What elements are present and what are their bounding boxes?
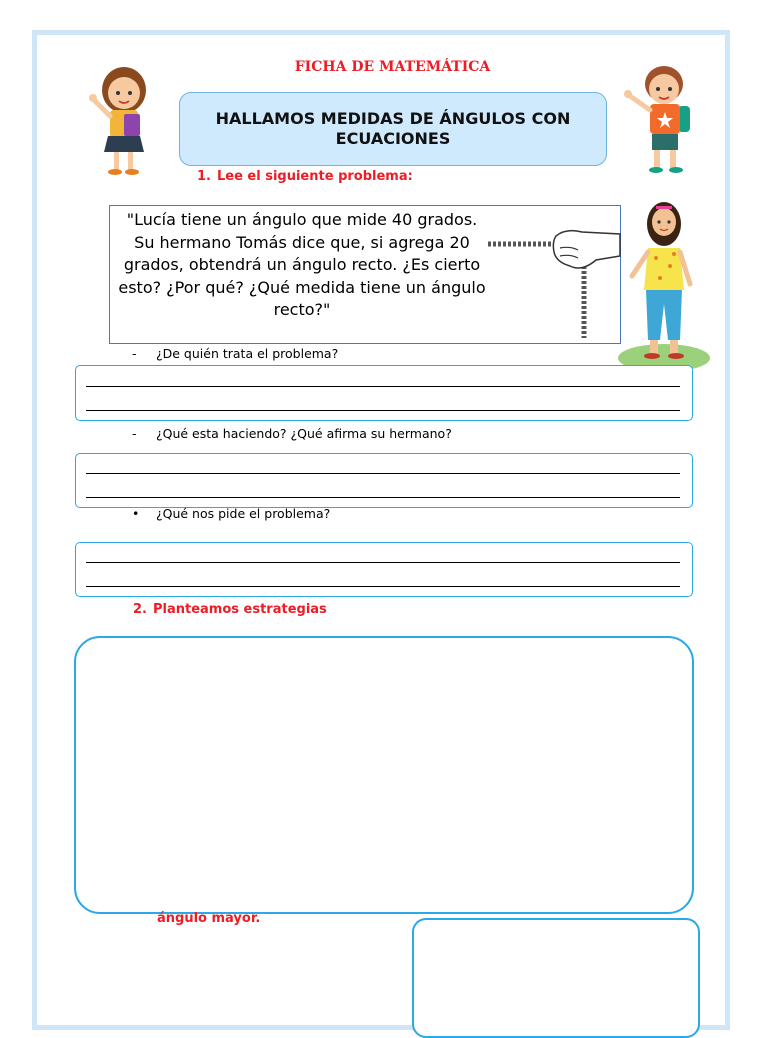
bottom-answer-box[interactable] <box>412 918 700 1038</box>
problem-text: "Lucía tiene un ángulo que mide 40 grados. Su hermano Tomás dice que, si agrega 20 grados, obtendrá un ángulo recto. ¿Es cierto esto? ¿Por qué? ¿Qué medida tiene un ángulo recto?" <box>118 210 486 319</box>
answer-line <box>86 410 680 411</box>
girl-standing-icon <box>614 196 714 380</box>
answer-box-2[interactable] <box>75 453 693 508</box>
boy-with-backpack-icon <box>620 58 696 178</box>
question-3-bullet: • <box>132 506 140 521</box>
answer-line <box>86 497 680 498</box>
answer-box-3[interactable] <box>75 542 693 597</box>
section-2-title: Planteamos estrategias <box>152 602 327 617</box>
question-2-text: ¿Qué esta haciendo? ¿Qué afirma su hermano? <box>156 426 452 441</box>
question-3 <box>132 506 330 521</box>
answer-line <box>86 562 680 563</box>
hand-holding-rope-icon <box>486 226 622 342</box>
question-2 <box>132 426 452 441</box>
page-title: HALLAMOS MEDIDAS DE ÁNGULOS CON ECUACIONES <box>179 92 607 166</box>
section-2-heading <box>133 602 327 617</box>
section-1-number: 1. <box>197 169 211 184</box>
girl-with-book-icon <box>86 60 158 178</box>
question-1-bullet: - <box>132 346 137 361</box>
partial-text: ángulo mayor. <box>157 911 261 926</box>
answer-box-1[interactable] <box>75 365 693 421</box>
question-3-text: ¿Qué nos pide el problema? <box>156 506 331 521</box>
question-2-bullet: - <box>132 426 137 441</box>
question-1-text: ¿De quién trata el problema? <box>156 346 339 361</box>
worksheet-header: FICHA DE MATEMÁTICA <box>294 59 491 75</box>
answer-line <box>86 586 680 587</box>
section-1-title: Lee el siguiente problema: <box>216 169 413 184</box>
section-1-heading <box>197 169 413 184</box>
strategy-box[interactable] <box>74 636 694 914</box>
section-2-number: 2. <box>133 602 147 617</box>
question-1 <box>132 346 338 361</box>
answer-line <box>86 386 680 387</box>
answer-line <box>86 473 680 474</box>
